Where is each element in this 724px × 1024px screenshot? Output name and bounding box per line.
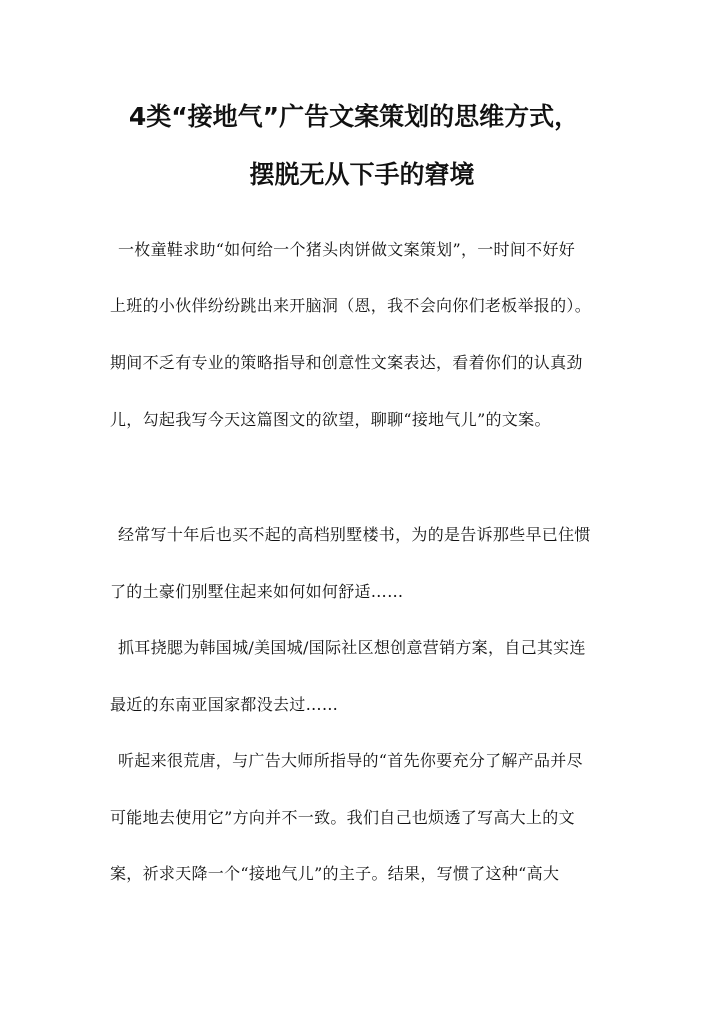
paragraph-3-line-2: 最近的东南亚国家都没去过…… [110, 695, 339, 714]
paragraph-1-line-4: 儿，勾起我写今天这篇图文的欲望，聊聊“接地气儿”的文案。 [110, 410, 551, 429]
paragraph-2-line-2: 了的土豪们别墅住起来如何如何舒适…… [110, 582, 404, 601]
paragraph-4-line-2: 可能地去使用它”方向并不一致。我们自己也烦透了写高大上的文 [110, 808, 575, 827]
paragraph-1-line-3: 期间不乏有专业的策略指导和创意性文案表达，看着你们的认真劲 [110, 353, 583, 372]
document-title-line-1: 4类“接地气”广告文案策划的思维方式， [128, 102, 580, 131]
paragraph-2-line-1: 经常写十年后也买不起的高档别墅楼书，为的是告诉那些早已住惯 [118, 525, 591, 544]
paragraph-1-line-2: 上班的小伙伴纷纷跳出来开脑洞（恩，我不会向你们老板举报的）。 [110, 296, 592, 315]
paragraph-4-line-1: 听起来很荒唐，与广告大师所指导的“首先你要充分了解产品并尽 [118, 751, 583, 770]
paragraph-3-line-1: 抓耳挠腮为韩国城/美国城/国际社区想创意营销方案，自己其实连 [118, 638, 586, 657]
document-title-line-2: 摆脱无从下手的窘境 [249, 160, 475, 189]
paragraph-4-line-3: 案，祈求天降一个“接地气儿”的主子。结果，写惯了这种“高大 [110, 864, 560, 883]
paragraph-1-line-1: 一枚童鞋求助“如何给一个猪头肉饼做文案策划”，一时间不好好 [118, 240, 576, 259]
